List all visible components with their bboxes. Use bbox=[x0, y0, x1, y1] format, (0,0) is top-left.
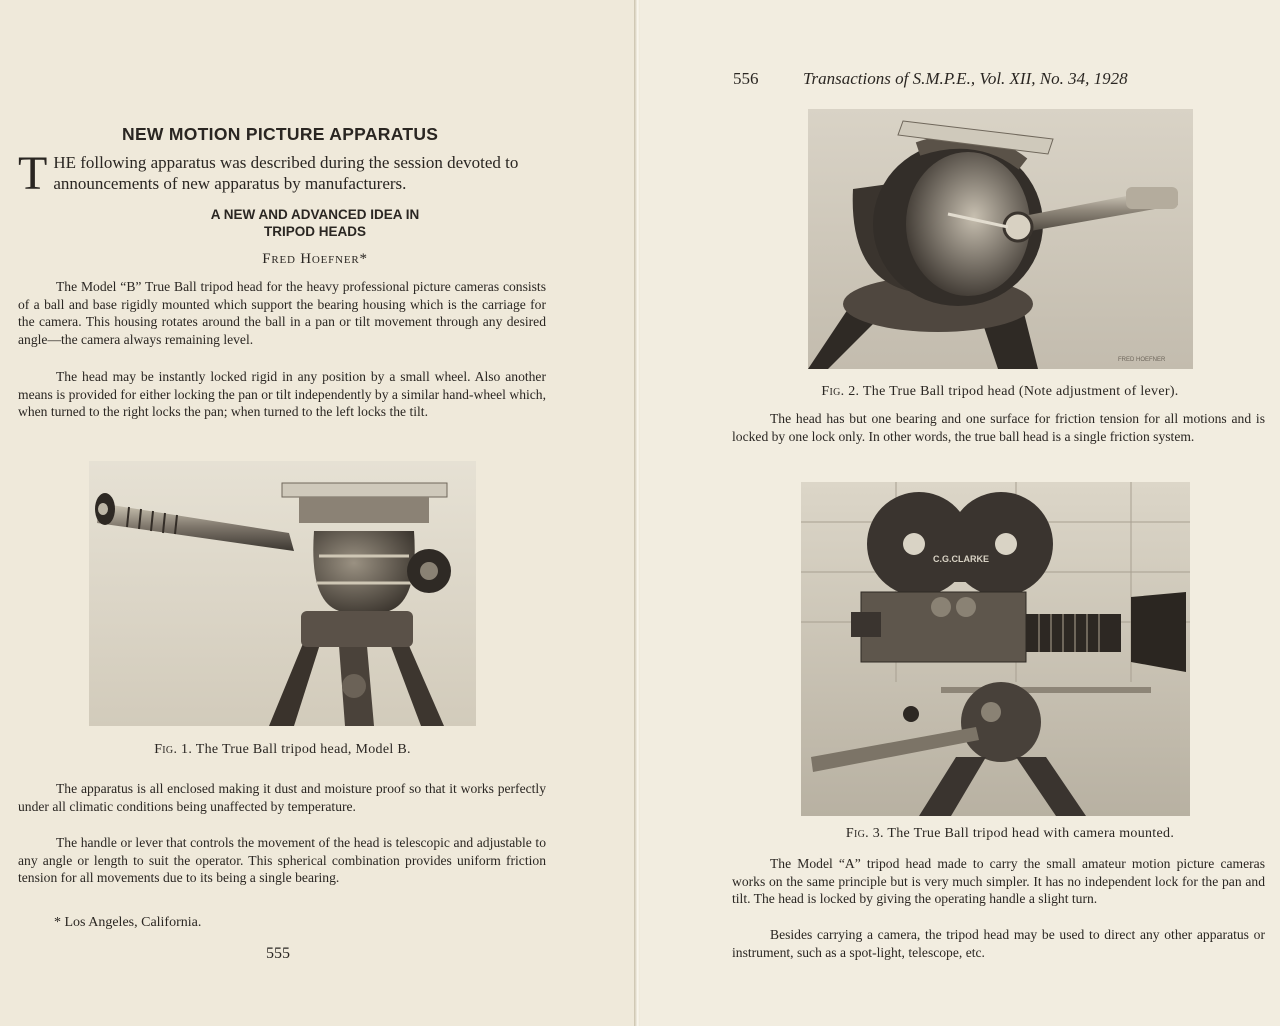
figure-2-label: Fig. 2. bbox=[821, 384, 860, 399]
left-paragraph-3: The apparatus is all enclosed making it dust and moisture proof so that it works perfectly under all climatic conditions being unaffected by temperature. bbox=[18, 781, 546, 814]
figure-3-caption-text: The True Ball tripod head with camera mounted. bbox=[887, 826, 1175, 841]
right-page-number: 556 bbox=[733, 69, 759, 88]
camera-brand-label: C.G.CLARKE bbox=[933, 554, 989, 564]
figure-2-photo bbox=[808, 109, 1193, 369]
figure-2-caption-text: The True Ball tripod head (Note adjustment of lever). bbox=[862, 384, 1179, 399]
figure-1-label: Fig. 1. bbox=[154, 742, 193, 757]
left-paragraph-4: The handle or lever that controls the movement of the head is telescopic and adjustable to any angle or length to suit the operator. This spherical combination provides uniform friction tension for all movements due to its being a single bearing. bbox=[18, 835, 546, 886]
article-title: NEW MOTION PICTURE APPARATUS bbox=[122, 124, 439, 144]
right-paragraph-2: The Model “A” tripod head made to carry the small amateur motion picture cameras works on the same principle but is very much simpler. It has no independent lock for the pan and tilt. The head is locked by giving the operating handle a slight turn. bbox=[732, 856, 1265, 907]
left-page bbox=[0, 0, 634, 1026]
fig2-photographer-stamp: FRED HOEFNER bbox=[1118, 357, 1166, 363]
lead-paragraph bbox=[18, 147, 546, 200]
section-subtitle bbox=[150, 206, 480, 240]
subtitle-line-2: TRIPOD HEADS bbox=[263, 224, 366, 239]
lead-text: HE following apparatus was described during the session devoted to announcements of new apparatus by manufacturers. bbox=[53, 153, 519, 193]
journal-citation: Transactions of S.M.P.E., Vol. XII, No. 34, 1928 bbox=[803, 69, 1128, 88]
figure-3-label: Fig. 3. bbox=[845, 826, 884, 841]
drop-cap: T bbox=[18, 147, 48, 200]
right-paragraph-3: Besides carrying a camera, the tripod head may be used to direct any other apparatus or instrument, such as a spot-light, telescope, etc. bbox=[732, 927, 1265, 960]
running-head bbox=[733, 69, 1203, 89]
left-paragraph-1: The Model “B” True Ball tripod head for the heavy professional picture cameras consists of a ball and base rigidly mounted which support the bearing housing which is the carriage for the camera. This housing rotates around the ball in a pan or tilt movement through any desired angle—the camera always remaining level. bbox=[18, 279, 546, 347]
figure-2-caption bbox=[770, 384, 1230, 400]
left-page-number: 555 bbox=[266, 945, 290, 962]
footnote: * Los Angeles, California. bbox=[54, 915, 202, 930]
left-paragraph-2: The head may be instantly locked rigid in any position by a small wheel. Also another means is provided for either locking the pan or tilt independently by a similar hand-wheel which, when turned to the right locks the pan; when turned to the left locks the tilt. bbox=[18, 369, 546, 420]
right-paragraph-1: The head has but one bearing and one surface for friction tension for all motions and is locked by one lock only. In other words, the true ball head is a single friction system. bbox=[732, 411, 1265, 444]
author-name: Fred Hoefner* bbox=[262, 251, 368, 267]
figure-1-caption bbox=[90, 742, 475, 758]
subtitle-line-1: A NEW AND ADVANCED IDEA IN bbox=[210, 207, 420, 222]
figure-3-caption bbox=[800, 826, 1220, 842]
figure-1-photo bbox=[89, 461, 476, 726]
figure-3-photo bbox=[801, 482, 1190, 816]
figure-1-caption-text: The True Ball tripod head, Model B. bbox=[195, 742, 411, 757]
